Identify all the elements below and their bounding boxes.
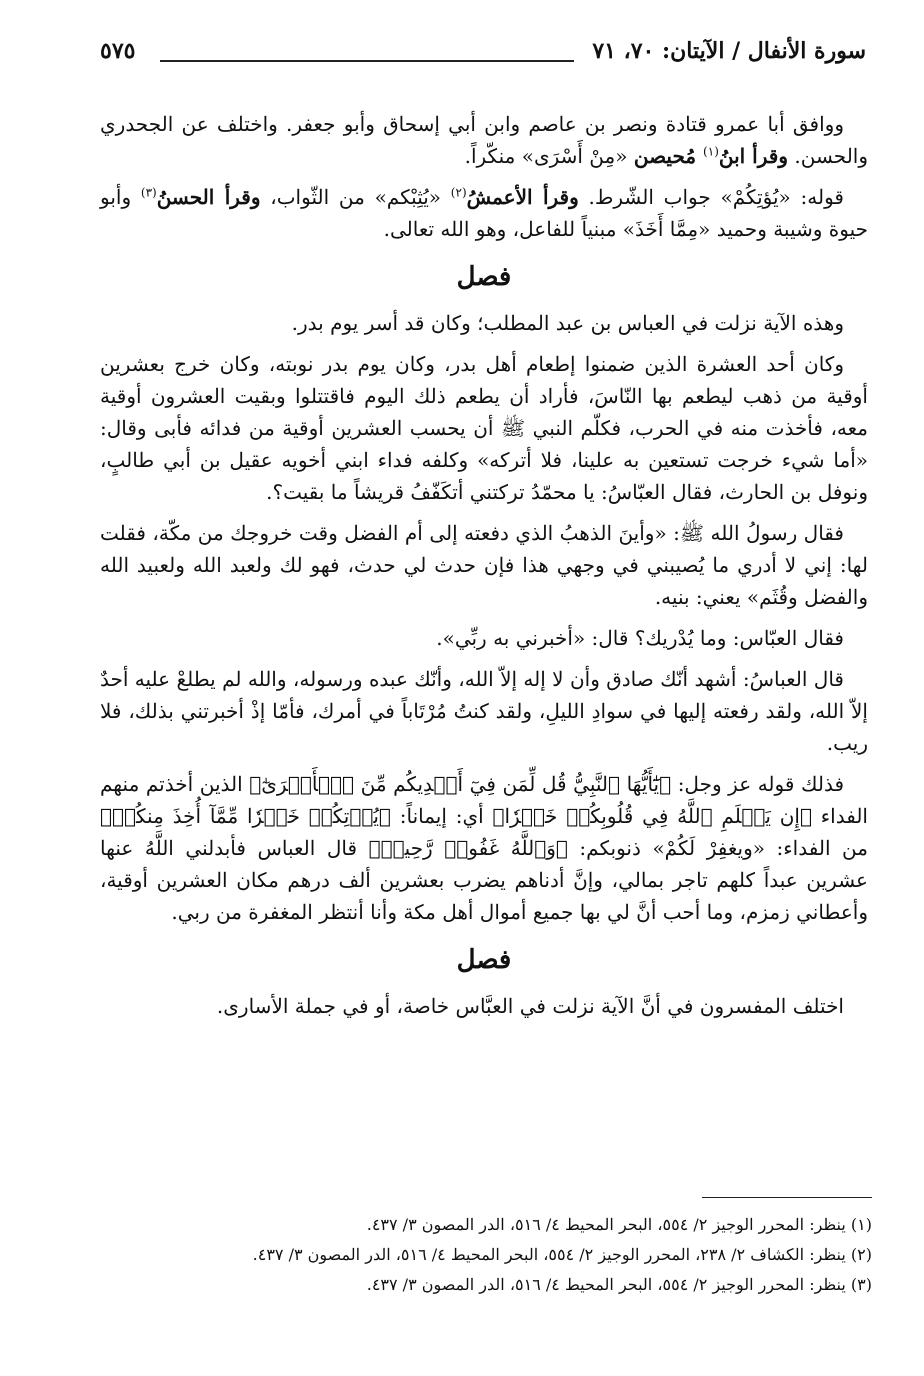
section-heading: فصل bbox=[456, 262, 512, 292]
paragraph bbox=[100, 990, 868, 1022]
text-run: ووافق أبا عمرو قتادة ونصر بن عاصم وابن أبي إسحاق وأبو جعفر. واختلف عن الجحدري والحسن. bbox=[100, 112, 868, 168]
paragraph bbox=[100, 622, 868, 654]
footnote: (١) ينظر: المحرر الوجيز ٢/ ٥٥٤، البحر المحيط ٤/ ٥١٦، الدر المصون ٣/ ٤٣٧. bbox=[366, 1215, 872, 1234]
footnote: (٣) ينظر: المحرر الوجيز ٢/ ٥٥٤، البحر المحيط ٤/ ٥١٦، الدر المصون ٣/ ٤٣٧. bbox=[366, 1275, 872, 1294]
text-run: اختلف المفسرون في أنَّ الآية نزلت في العبَّاس خاصة، أو في جملة الأسارى. bbox=[216, 994, 844, 1018]
text-run: وهذه الآية نزلت في العباس بن عبد المطلب؛ وكان قد أسر يوم بدر. bbox=[291, 311, 844, 335]
paragraph bbox=[100, 108, 868, 172]
text-run: وقرأ الحسنُ bbox=[156, 185, 261, 209]
footnote-marker[interactable]: (١) bbox=[703, 144, 719, 159]
running-head: سورة الأنفال / الآيتان: ٧٠، ٧١ bbox=[592, 38, 866, 64]
text-run: وكان أحد العشرة الذين ضمنوا إطعام أهل بدر، وكان يوم بدر نوبته، وكان خرج بعشرين أوقية من ذهب ليطعم بها النّاسَ، فأراد أن يطعم ذلك اليوم فاقتتلوا وبقيت العشرون أوقية معه، فأخذت منه في الحرب، فكلّم النبي ﷺ أن يحسب العشرين أوقية من فدائه فأبى وقال: «أما شيء خرجت تستعين به علينا، فلا أتركه» وكلفه فداء ابني أخويه عقيل بن أبي طالبٍ، ونوفل بن الحارث، فقال العبّاسُ: يا محمّدُ تركتني أتكَفّفُ قريشاً ما بقيت؟. bbox=[100, 352, 868, 504]
paragraph bbox=[100, 517, 868, 613]
text-run: قال العباسُ: أشهد أنّك صادق وأن لا إله إلاّ الله، وأنّك عبده ورسوله، والله لم يطلعْ عليه أحدٌ إلاّ الله، ولقد رفعته إليها في سوادِ الليلِ، ولقد كنتُ مُرْتَاباً في أمرك، فأمّا إذْ أخبرتني بذلك، فلا ريب. bbox=[100, 667, 868, 755]
text-run: قوله: «يُؤتِكُمْ» جواب الشّرط. bbox=[578, 185, 844, 209]
footnote-rule bbox=[702, 1197, 872, 1198]
paragraph bbox=[100, 348, 868, 508]
page-number: ٥٧٥ bbox=[100, 38, 136, 64]
text-run: «يُثِبْكم» من الثّواب، bbox=[260, 185, 451, 209]
text-run: فذلك قوله عز وجل: ﴿يَٰٓأَيُّهَا ٱلنَّبِيُّ قُل لِّمَن فِيٓ أَيۡدِيكُم مِّنَ ٱلۡأَسۡرَىٰٓ﴾ الذين أخذتم منهم الفداء ﴿إِن يَعۡلَمِ ٱللَّهُ فِي قُلُوبِكُمۡ خَيۡرٗا﴾ أي: إيماناً: ﴿يُؤۡتِكُمۡ خَيۡرٗا مِّمَّآ أُخِذَ مِنكُمۡ﴾ من الفداء: «ويغفِرْ لَكُمْ» ذنوبكم: ﴿وَٱللَّهُ غَفُورٞ رَّحِيمٞ﴾ قال العباس فأبدلني اللَّهُ عنها عشرين عبداً كلهم تاجر بمالي، وإنَّ أدناهم يضرب بعشرين ألف درهم مكان العشرين أوقية، وأعطاني زمزم، وما أحب أنَّ لي بها جميع أموال أهل مكة وأنا أنتظر المغفرة من ربي. bbox=[100, 772, 868, 924]
text-run: «مِنْ أَسْرَى» منكّراً. bbox=[464, 144, 634, 168]
main-text bbox=[100, 108, 868, 1031]
footnotes bbox=[100, 1210, 872, 1300]
text-run: وقرأ ابنُ bbox=[718, 144, 788, 168]
paragraph bbox=[100, 181, 868, 245]
footnote-marker[interactable]: (٢) bbox=[450, 185, 467, 200]
text-run: فقال رسولُ الله ﷺ: «وأينَ الذهبُ الذي دفعته إلى أم الفضل وقت خروجك من مكّة، فقلت لها: إني لا أدري ما يُصيبني في وجهي هذا فإن حدث لي حدث، فهو لك ولعبد الله ولعبيد الله والفضل وقُثَم» يعني: بنيه. bbox=[100, 521, 868, 609]
footnote: (٢) ينظر: الكشاف ٢/ ٢٣٨، المحرر الوجيز ٢/ ٥٥٤، البحر المحيط ٤/ ٥١٦، الدر المصون ٣/ ٤٣٧. bbox=[252, 1245, 872, 1264]
section-heading: فصل bbox=[456, 945, 512, 975]
text-run: مُحيصن bbox=[633, 144, 704, 168]
text-run: وقرأ الأعمشُ bbox=[466, 185, 579, 209]
paragraph bbox=[100, 768, 868, 928]
paragraph bbox=[100, 663, 868, 759]
page-header bbox=[100, 36, 866, 72]
footnote-marker[interactable]: (٣) bbox=[140, 185, 157, 200]
paragraph bbox=[100, 307, 868, 339]
text-run: وأبو حيوة وشيبة وحميد «مِمَّا أَخَذَ» مبنياً للفاعل، وهو الله تعالى. bbox=[100, 185, 868, 241]
text-run: فقال العبّاس: وما يُدْريك؟ قال: «أخبرني به ربِّي». bbox=[436, 626, 844, 650]
header-rule bbox=[160, 60, 574, 62]
